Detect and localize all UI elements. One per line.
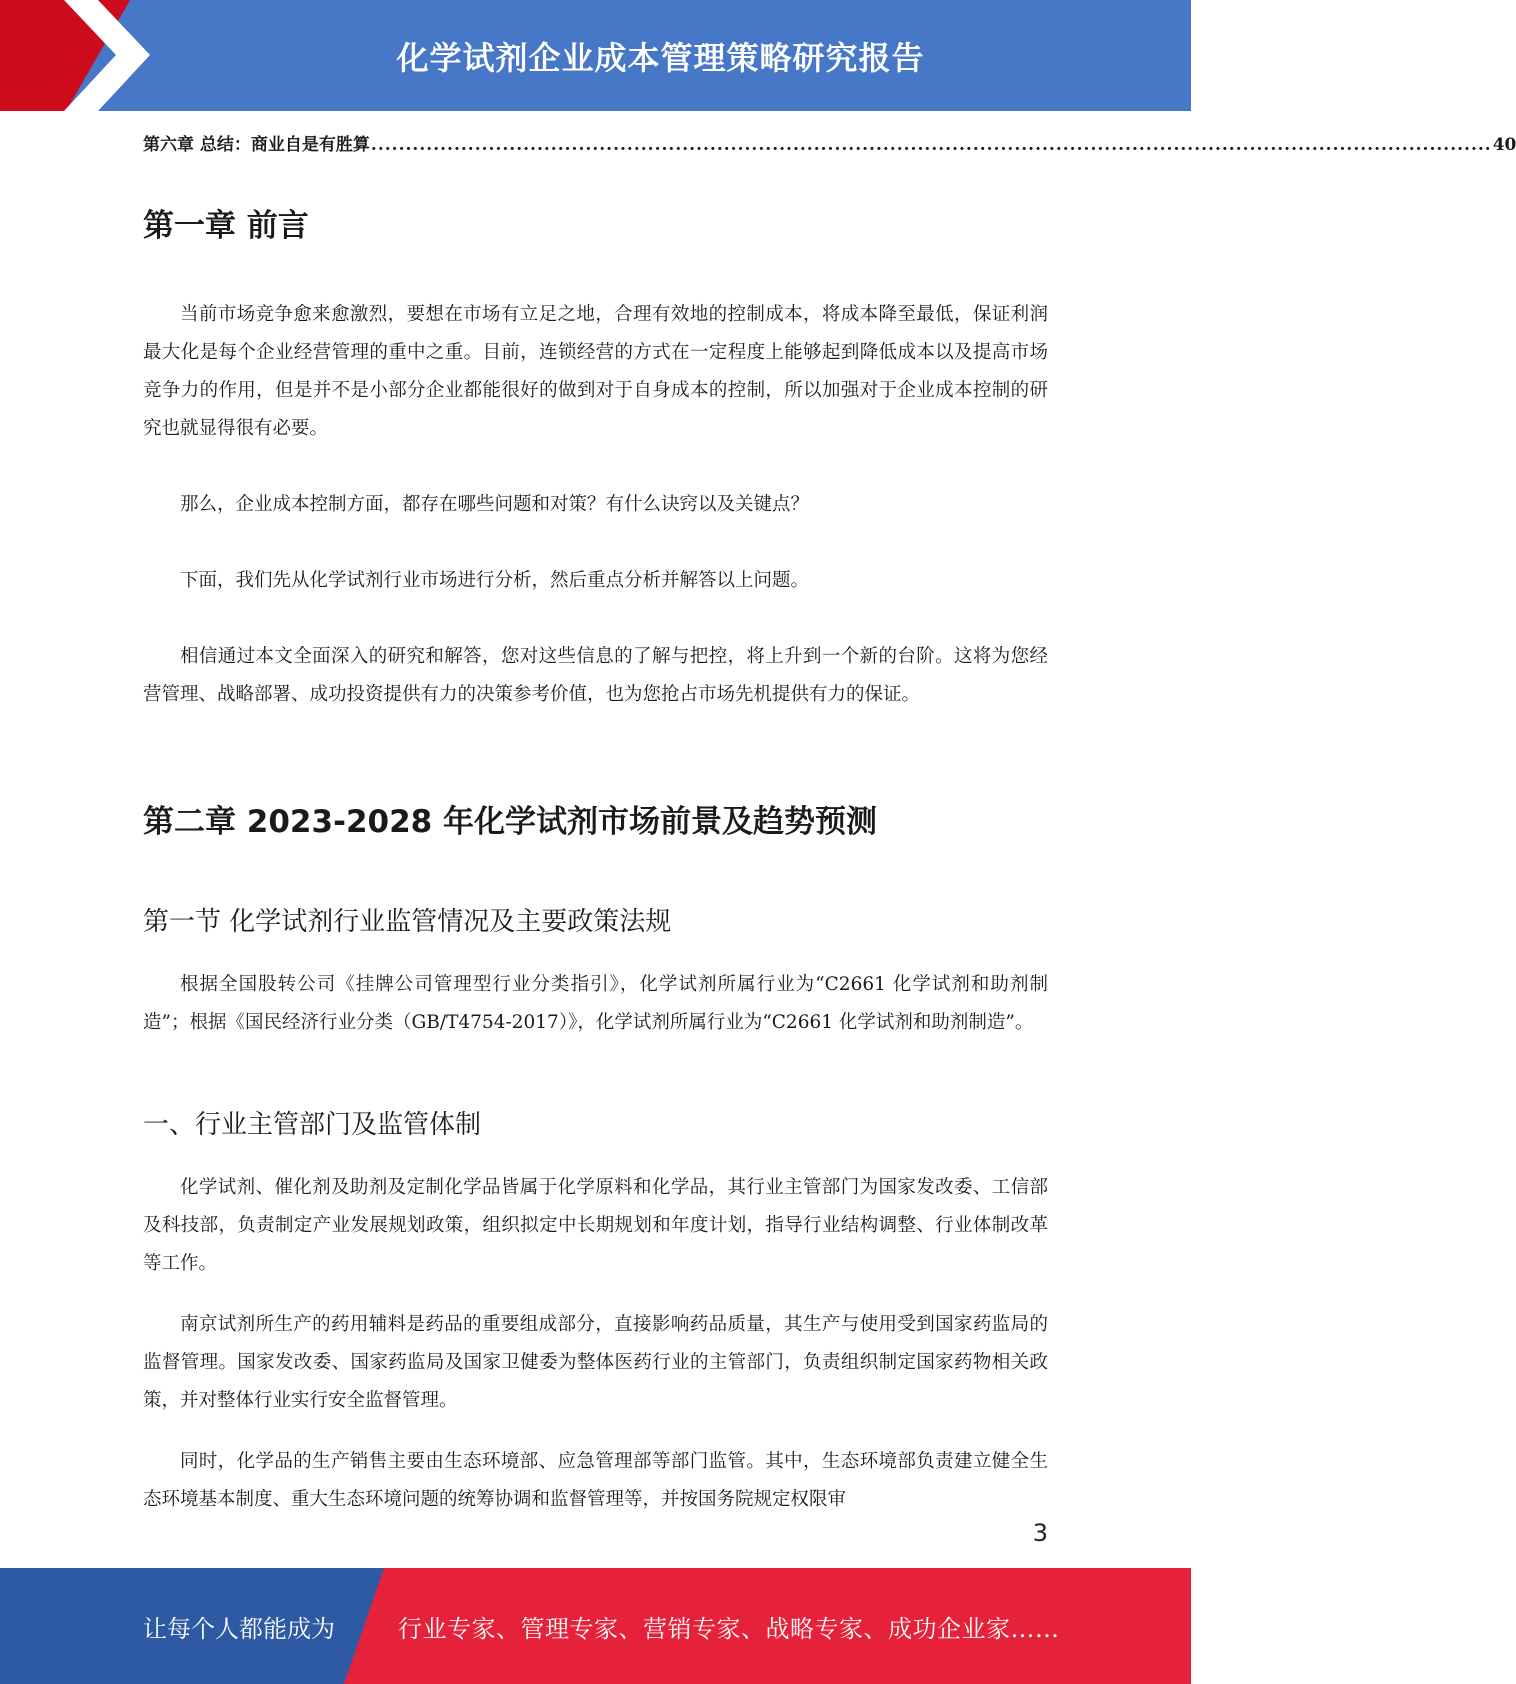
page-footer <box>0 1568 1191 1684</box>
paragraph: 当前市场竞争愈来愈激烈，要想在市场有立足之地，合理有效地的控制成本，将成本降至最低，保证利润最大化是每个企业经营管理的重中之重。目前，连锁经营的方式在一定程度上能够起到降低成本以及提高市场竞争力的作用，但是并不是小部分企业都能很好的做到对于自身成本的控制，所以加强对于企业成本控制的研究也就显得很有必要。 <box>143 304 1048 439</box>
footer-slogan-left: 让每个人都能成为 <box>143 1614 335 1643</box>
paragraph: 下面，我们先从化学试剂行业市场进行分析，然后重点分析并解答以上问题。 <box>180 570 810 591</box>
chapter-1-title: 第一章 前言 <box>143 208 309 244</box>
paragraph: 南京试剂所生产的药用辅料是药品的重要组成部分，直接影响药品质量，其生产与使用受到国家药监局的监督管理。国家发改委、国家药监局及国家卫健委为整体医药行业的主管部门，负责组织制定国家药物相关政策，并对整体行业实行安全监督管理。 <box>143 1314 1048 1411</box>
paragraph: 同时，化学品的生产销售主要由生态环境部、应急管理部等部门监管。其中，生态环境部负责建立健全生态环境基本制度、重大生态环境问题的统筹协调和监督管理等，并按国务院规定权限审 <box>143 1451 1048 1510</box>
toc-entry-label: 第六章 总结：商业自是有胜算 <box>143 135 370 155</box>
toc-entry-page: 40 <box>1492 135 1516 155</box>
toc-leader-dots: .................................................................................................................................................................. <box>370 135 1492 155</box>
subsection-title: 一、行业主管部门及监管体制 <box>143 1110 482 1140</box>
paragraph: 根据全国股转公司《挂牌公司管理型行业分类指引》，化学试剂所属行业为“C2661 化学试剂和助剂制造”；根据《国民经济行业分类（GB/T4754-2017）》，化学试剂所属行业为“C2661 化学试剂和助剂制造”。 <box>143 974 1048 1033</box>
chapter-2-title: 第二章 2023-2028 年化学试剂市场前景及趋势预测 <box>143 804 878 840</box>
paragraph: 那么，企业成本控制方面，都存在哪些问题和对策？有什么诀窍以及关键点？ <box>180 494 810 515</box>
footer-slogan-right: 行业专家、管理专家、营销专家、战略专家、成功企业家…… <box>398 1614 1060 1643</box>
page-number: 3 <box>1032 1519 1048 1547</box>
report-title: 化学试剂企业成本管理策略研究报告 <box>396 38 925 77</box>
paragraph: 相信通过本文全面深入的研究和解答，您对这些信息的了解与把控，将上升到一个新的台阶。这将为您经营管理、战略部署、成功投资提供有力的决策参考价值，也为您抢占市场先机提供有力的保证。 <box>143 646 1048 705</box>
paragraph: 化学试剂、催化剂及助剂及定制化学品皆属于化学原料和化学品，其行业主管部门为国家发改委、工信部及科技部，负责制定产业发展规划政策，组织拟定中长期规划和年度计划，指导行业结构调整、行业体制改革等工作。 <box>143 1177 1048 1274</box>
page-header <box>0 0 1191 111</box>
section-title: 第一节 化学试剂行业监管情况及主要政策法规 <box>143 907 672 937</box>
toc-entry[interactable] <box>143 130 1516 158</box>
